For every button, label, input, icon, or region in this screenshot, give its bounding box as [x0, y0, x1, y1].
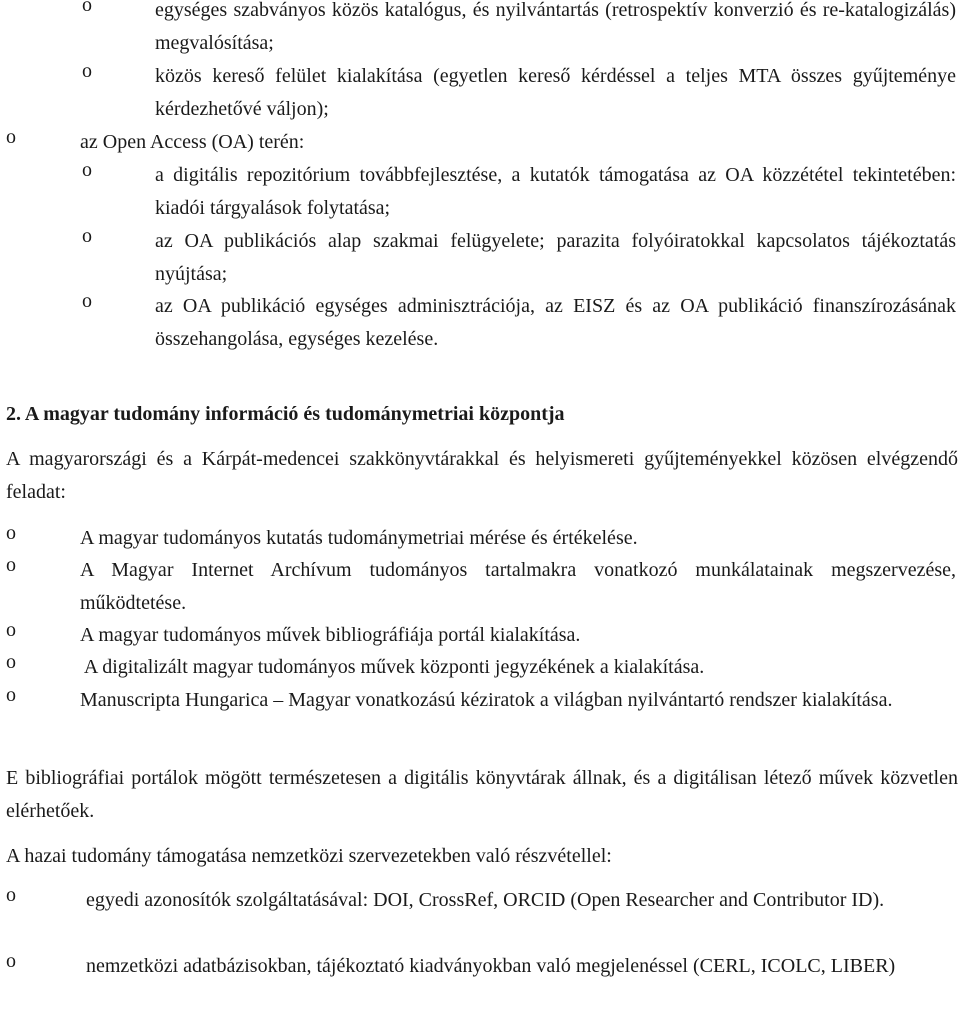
list-item-text: Manuscripta Hungarica – Magyar vonatkozású kéziratok a világban nyilvántartó rendszer kialakítása.: [80, 689, 893, 711]
bullet: o: [6, 619, 16, 641]
list-item-text: egységes szabványos közös katalógus, és nyilvántartás (retrospektív konverzió és re-katalogizálás) megvalósítása;: [155, 0, 956, 54]
list-item-text: közös kereső felület kialakítása (egyetlen kereső kérdéssel a teljes MTA összes gyűjteménye kérdezhetővé váljon);: [155, 65, 956, 120]
bullet: o: [82, 290, 92, 312]
bullet: o: [6, 950, 16, 972]
paragraph-support: A hazai tudomány támogatása nemzetközi szervezetekben való részvétellel:: [6, 845, 612, 867]
list-item-text: az OA publikáció egységes adminisztrációja, az EISZ és az OA publikáció finanszírozásának összehangolása, egységes kezelése.: [155, 295, 956, 350]
bullet: o: [82, 0, 92, 16]
list-item-text: egyedi azonosítók szolgáltatásával: DOI, CrossRef, ORCID (Open Researcher and Contributor ID).: [86, 889, 885, 911]
list-item-text: A magyar tudományos művek bibliográfiája portál kialakítása.: [80, 624, 581, 646]
bullet: o: [82, 159, 92, 181]
bullet: o: [6, 522, 16, 544]
list-item: [82, 159, 956, 225]
list-item: [6, 884, 956, 917]
list-item: [82, 60, 956, 126]
list-item: [6, 554, 956, 620]
bullet: o: [6, 884, 16, 906]
list-item: [6, 651, 956, 684]
bullet: o: [82, 225, 92, 247]
paragraph-portals: E bibliográfiai portálok mögött természetesen a digitális könyvtárak állnak, és a digitálisan létező művek közvetlen elérhetőek.: [6, 767, 958, 822]
list-item: [6, 950, 956, 983]
list-item-text: A digitalizált magyar tudományos művek központi jegyzékének a kialakítása.: [80, 656, 705, 678]
list-item-text: a digitális repozitórium továbbfejlesztése, a kutatók támogatása az OA közzététel tekintetében: kiadói tárgyalások folytatása;: [155, 164, 956, 219]
list-item: [82, 290, 956, 356]
list-item-text: nemzetközi adatbázisokban, tájékoztató kiadványokban való megjelenéssel (CERL, ICOLC, LIBER): [86, 955, 896, 977]
list-item: [6, 522, 956, 555]
list-item-text: az Open Access (OA) terén:: [80, 131, 305, 153]
paragraph-intro: A magyarországi és a Kárpát-medencei szakkönyvtárakkal és helyismereti gyűjteményekkel közösen elvégzendő feladat:: [6, 448, 958, 503]
list-item-text: A Magyar Internet Archívum tudományos tartalmakra vonatkozó munkálatainak megszervezése, működtetése.: [80, 559, 956, 614]
list-item: [6, 619, 956, 652]
list-item-text: A magyar tudományos kutatás tudománymetriai mérése és értékelése.: [80, 527, 638, 549]
bullet: o: [6, 126, 16, 148]
bullet: o: [6, 554, 16, 576]
section-heading: 2. A magyar tudomány információ és tudománymetriai központja: [6, 403, 565, 425]
bullet: o: [6, 684, 16, 706]
list-item: [82, 0, 956, 60]
list-item: [6, 684, 956, 717]
list-item: [82, 225, 956, 291]
list-item-text: az OA publikációs alap szakmai felügyelete; parazita folyóiratokkal kapcsolatos tájékoztatás nyújtása;: [155, 230, 956, 285]
list-item: [6, 126, 956, 159]
bullet: o: [6, 651, 16, 673]
bullet: o: [82, 60, 92, 82]
